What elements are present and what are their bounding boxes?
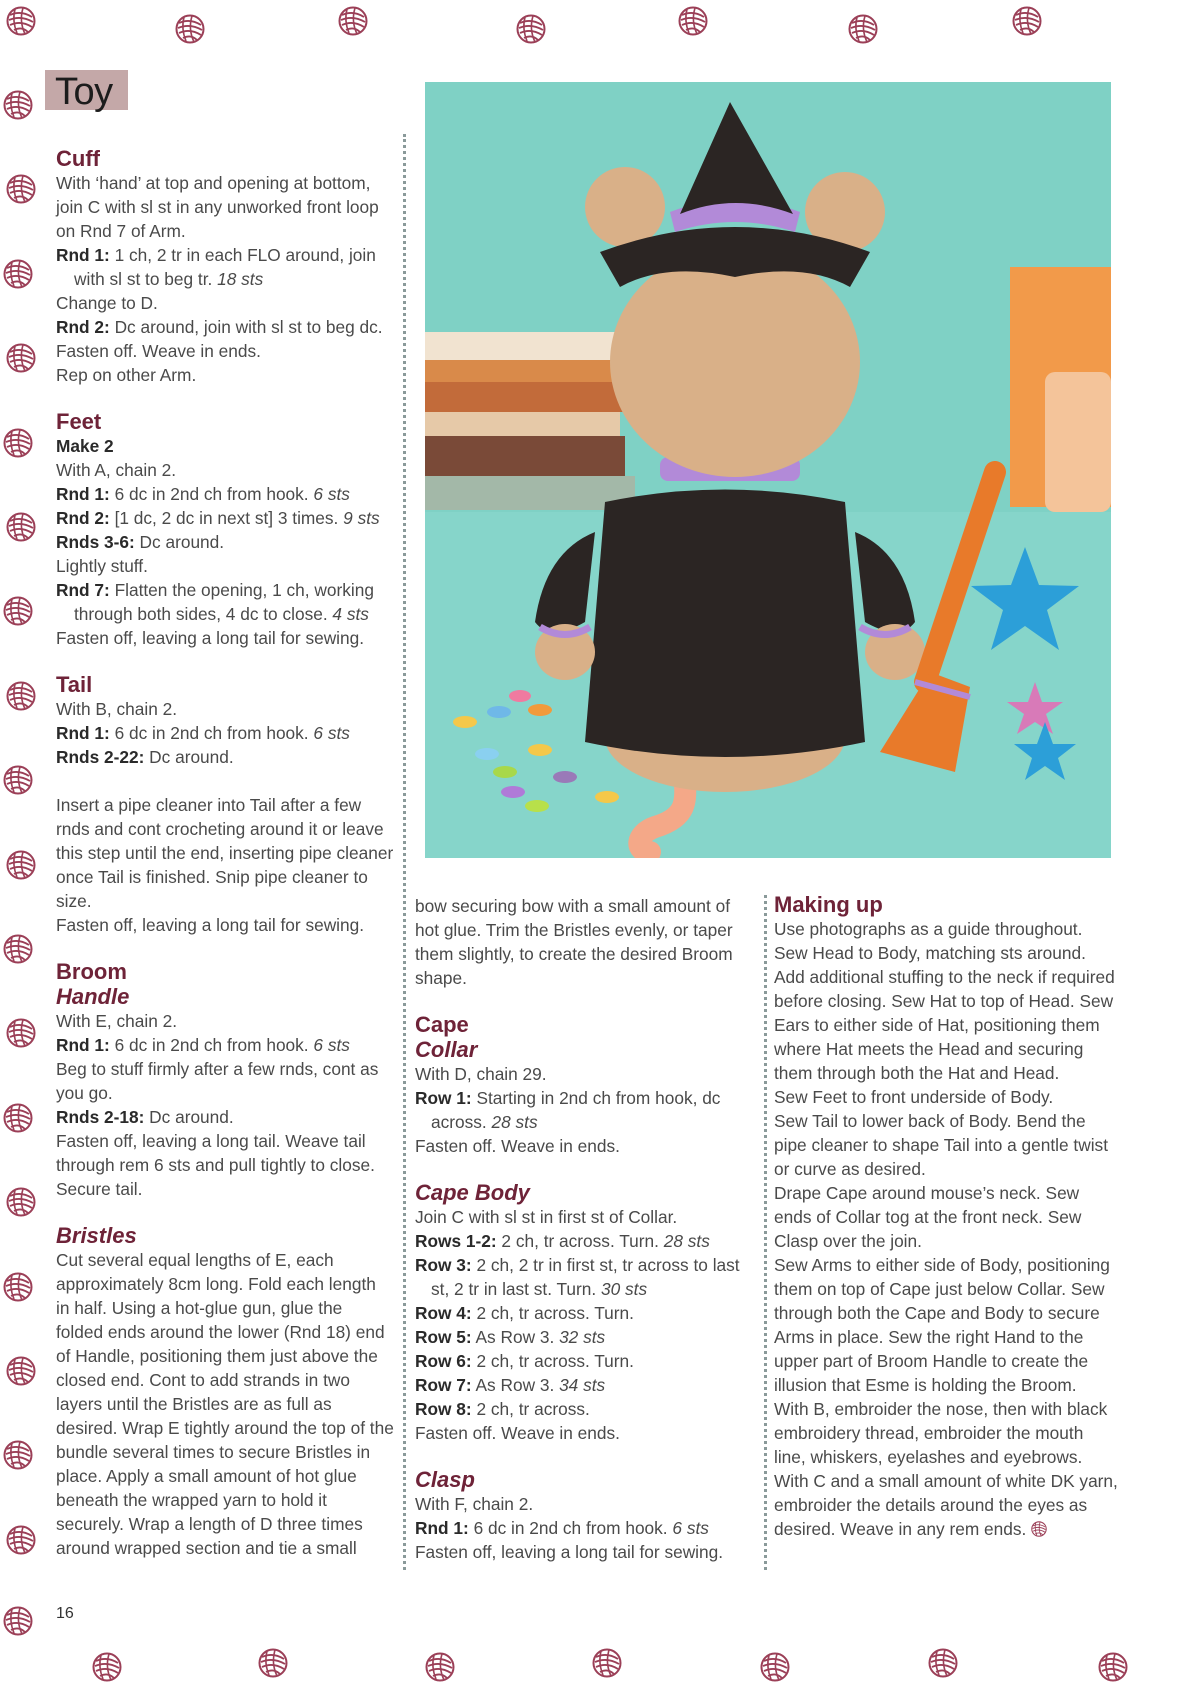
column-right [774,892,1119,1541]
bristles-text: Cut several equal lengths of E, each approximately 8cm long. Fold each length in half. Using a hot-glue gun, glue the folded ends around the lower (Rnd 18) end of Handle, positioning them just above the closed end. Cont to add strands in two layers until the Bristles are as full as desired. Wrap E tightly around the top of the bundle several times to secure Bristles in place. Apply a small amount of hot glue beneath the wrapped yarn to hold it securely. Wrap a length of D three times around wrapped section and tie a small [56,1250,394,1558]
yarn-ball-icon [338,6,368,36]
feet-rnd2: Rnd 2: [1 dc, 2 dc in next st] 3 times. 9 sts [56,508,380,528]
cape-body-fasten: Fasten off. Weave in ends. [415,1423,620,1443]
yarn-ball-icon [3,1272,33,1302]
bristles-heading: Bristles [56,1223,137,1248]
yarn-ball-icon [3,1606,33,1636]
column-left [56,146,394,1560]
yarn-ball-icon [6,1356,36,1386]
tail-note: Insert a pipe cleaner into Tail after a few rnds and cont crocheting around it or leave this step until the end, inserting pipe cleaner once Tail is finished. Snip pipe cleaner to size. [56,795,394,911]
yarn-ball-icon [6,174,36,204]
yarn-ball-icon [258,1648,288,1678]
making-up-p1: Use photographs as a guide throughout. [774,919,1083,939]
cape-body-row4: Row 4: 2 ch, tr across. Turn. [415,1303,634,1323]
bristles-text-continued: bow securing bow with a small amount of hot glue. Trim the Bristles evenly, or taper them slightly, to create the desired Broom shape. [415,896,733,988]
feet-intro: With A, chain 2. [56,460,177,480]
making-up-p4: Sew Tail to lower back of Body. Bend the pipe cleaner to shape Tail into a gentle twist or curve as desired. [774,1111,1108,1179]
making-up-p6: Sew Arms to either side of Body, positioning them on top of Cape just below Collar. Sew through both the Cape and Body to secure Arms in place. Sew the right Hand to the upper part of Broom Handle to create the illusion that Esme is holding the Broom. [774,1255,1110,1395]
page-number: 16 [56,1605,74,1622]
yarn-ball-icon [592,1648,622,1678]
feet-rnd3-6: Rnds 3-6: Dc around. [56,532,225,552]
yarn-ball-icon [6,681,36,711]
yarn-ball-icon [3,596,33,626]
yarn-ball-icon [3,428,33,458]
handle-rnd2-18: Rnds 2-18: Dc around. [56,1107,234,1127]
clasp-rnd1: Rnd 1: 6 dc in 2nd ch from hook. 6 sts [415,1518,709,1538]
yarn-ball-icon [6,343,36,373]
collar-intro: With D, chain 29. [415,1064,547,1084]
yarn-ball-icon [3,934,33,964]
yarn-ball-icon [6,1525,36,1555]
yarn-ball-icon [3,1103,33,1133]
cape-body-row3: Row 3: 2 ch, 2 tr in first st, tr across to last st, 2 tr in last st. Turn. 30 sts [415,1255,740,1299]
yarn-ball-icon [3,1440,33,1470]
yarn-ball-icon [1012,6,1042,36]
cape-body-intro: Join C with sl st in first st of Collar. [415,1207,678,1227]
yarn-ball-icon [516,14,546,44]
making-up-p8: With C and a small amount of white DK yarn, embroider the details around the eyes as desired. Weave in any rem ends. [774,1471,1118,1539]
making-up-p2: Sew Head to Body, matching sts around. Add additional stuffing to the neck if required before closing. Sew Hat to top of Head. Sew Ears to either side of Hat, positioning them where Hat meets the Head and securing them through both the Hat and Head. [774,943,1115,1083]
yarn-ball-icon [6,1187,36,1217]
tail-intro: With B, chain 2. [56,699,178,719]
feet-heading: Feet [56,409,102,434]
collar-heading: Collar [415,1037,478,1062]
cuff-heading: Cuff [56,146,100,171]
making-up-p7: With B, embroider the nose, then with black embroidery thread, embroider the mouth line, whiskers, eyelashes and eyebrows. [774,1399,1108,1467]
making-up-p5: Drape Cape around mouse’s neck. Sew ends of Collar tog at the front neck. Sew Clasp over the join. [774,1183,1082,1251]
tail-fasten: Fasten off, leaving a long tail for sewing. [56,915,365,935]
section-tag [45,70,128,113]
cape-body-row5: Row 5: As Row 3. 32 sts [415,1327,606,1347]
handle-intro: With E, chain 2. [56,1011,178,1031]
yarn-ball-icon [3,259,33,289]
crochet-witch-mouse-photo [425,82,1111,858]
making-up-p3: Sew Feet to front underside of Body. [774,1087,1054,1107]
yarn-ball-icon [3,765,33,795]
cape-body-row8: Row 8: 2 ch, tr across. [415,1399,590,1419]
yarn-ball-icon [175,14,205,44]
collar-fasten: Fasten off. Weave in ends. [415,1136,620,1156]
yarn-ball-icon [92,1652,122,1682]
cape-body-row6: Row 6: 2 ch, tr across. Turn. [415,1351,634,1371]
cape-body-row7: Row 7: As Row 3. 34 sts [415,1375,606,1395]
clasp-heading: Clasp [415,1467,475,1492]
cuff-rnd1: Rnd 1: 1 ch, 2 tr in each FLO around, join with sl st to beg tr. 18 sts [56,245,376,289]
yarn-ball-icon [928,1648,958,1678]
yarn-ball-icon [6,512,36,542]
handle-fasten: Fasten off, leaving a long tail. Weave tail through rem 6 sts and pull tightly to close. Secure tail. [56,1131,375,1199]
cape-body-heading: Cape Body [415,1180,530,1205]
feet-stuff: Lightly stuff. [56,556,148,576]
yarn-ball-icon [6,1018,36,1048]
yarn-ball-icon [848,14,878,44]
tail-rnd2-22: Rnds 2-22: Dc around. [56,747,234,767]
cuff-change: Change to D. [56,293,158,313]
collar-row1: Row 1: Starting in 2nd ch from hook, dc across. 28 sts [415,1088,721,1132]
feet-rnd7: Rnd 7: Flatten the opening, 1 ch, working through both sides, 4 dc to close. 4 sts [56,580,374,624]
feet-fasten: Fasten off, leaving a long tail for sewing. [56,628,365,648]
yarn-ball-icon [760,1652,790,1682]
clasp-fasten: Fasten off, leaving a long tail for sewing. [415,1542,724,1562]
cape-body-rows1-2: Rows 1-2: 2 ch, tr across. Turn. 28 sts [415,1231,710,1251]
feet-rnd1: Rnd 1: 6 dc in 2nd ch from hook. 6 sts [56,484,350,504]
clasp-intro: With F, chain 2. [415,1494,534,1514]
handle-rnd1: Rnd 1: 6 dc in 2nd ch from hook. 6 sts [56,1035,350,1055]
making-up-heading: Making up [774,892,883,917]
section-tag-label: Toy [55,71,113,113]
column-divider [403,134,406,1570]
handle-heading: Handle [56,984,130,1009]
cuff-rnd2: Rnd 2: Dc around, join with sl st to beg dc. [56,317,383,337]
column-middle [415,894,750,1564]
yarn-ball-icon [6,6,36,36]
cuff-rep: Rep on other Arm. [56,365,197,385]
column-divider [764,895,767,1570]
yarn-ball-icon [678,6,708,36]
yarn-ball-icon [6,850,36,880]
yarn-ball-icon [425,1652,455,1682]
cuff-intro: With ‘hand’ at top and opening at bottom, join C with sl st in any unworked front loop on Rnd 7 of Arm. [56,173,379,241]
tail-rnd1: Rnd 1: 6 dc in 2nd ch from hook. 6 sts [56,723,350,743]
yarn-ball-icon [1098,1652,1128,1682]
broom-heading: Broom [56,959,127,984]
yarn-ball-icon [3,90,33,120]
feet-make: Make 2 [56,436,114,456]
cape-heading: Cape [415,1012,469,1037]
cuff-fasten: Fasten off. Weave in ends. [56,341,261,361]
yarn-ball-end-icon [1031,1521,1047,1537]
tail-heading: Tail [56,672,93,697]
handle-stuff: Beg to stuff firmly after a few rnds, cont as you go. [56,1059,379,1103]
